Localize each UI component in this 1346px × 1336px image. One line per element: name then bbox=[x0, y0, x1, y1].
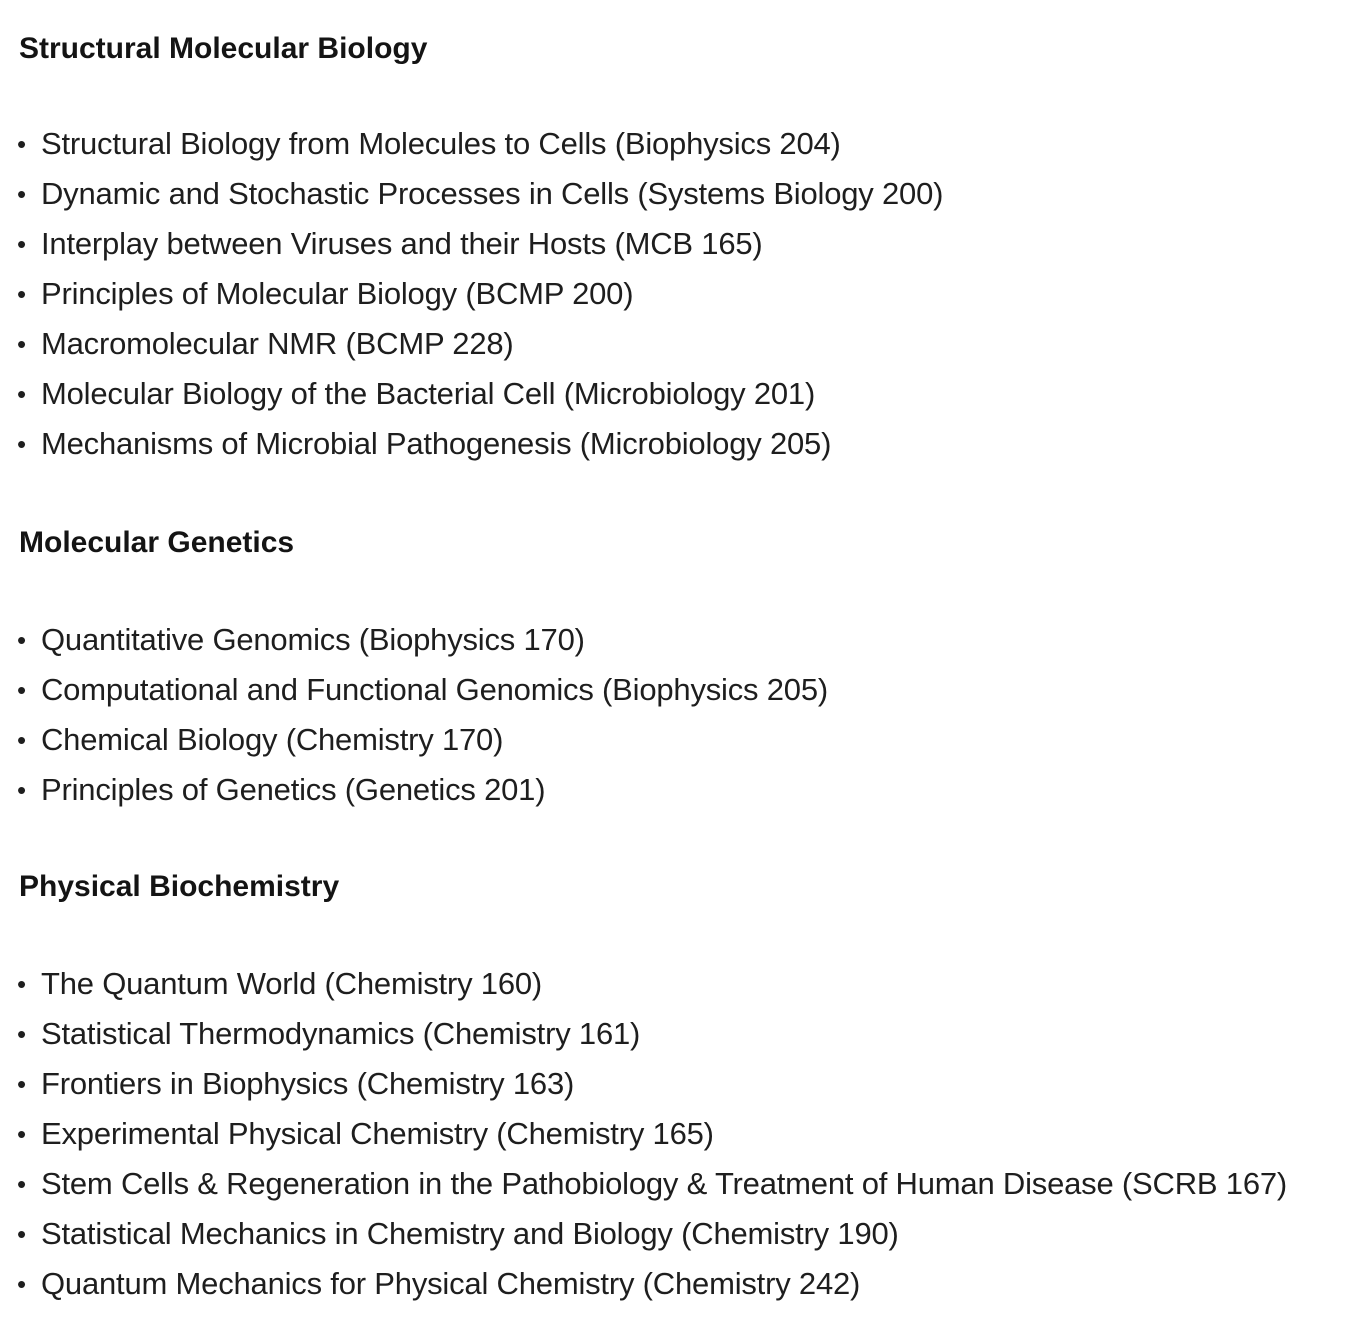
section-heading: Structural Molecular Biology bbox=[19, 32, 428, 65]
bullet-icon: • bbox=[17, 279, 26, 309]
section-heading: Molecular Genetics bbox=[19, 526, 295, 559]
bullet-icon: • bbox=[17, 379, 26, 409]
course-title: Mechanisms of Microbial Pathogenesis (Microbiology 205) bbox=[41, 426, 832, 461]
bullet-icon: • bbox=[17, 129, 26, 159]
course-title: Macromolecular NMR (BCMP 228) bbox=[41, 326, 514, 361]
course-title: Experimental Physical Chemistry (Chemistry 165) bbox=[41, 1116, 714, 1151]
bullet-icon: • bbox=[17, 179, 26, 209]
bullet-icon: • bbox=[17, 969, 26, 999]
course-title: Frontiers in Biophysics (Chemistry 163) bbox=[41, 1066, 575, 1101]
bullet-icon: • bbox=[17, 1269, 26, 1299]
course-title: The Quantum World (Chemistry 160) bbox=[41, 966, 543, 1001]
section-heading: Physical Biochemistry bbox=[19, 870, 340, 903]
course-title: Principles of Molecular Biology (BCMP 200) bbox=[41, 276, 634, 311]
course-title: Statistical Mechanics in Chemistry and Biology (Chemistry 190) bbox=[41, 1216, 899, 1251]
bullet-icon: • bbox=[17, 1169, 26, 1199]
bullet-icon: • bbox=[17, 1119, 26, 1149]
bullet-icon: • bbox=[17, 725, 26, 755]
course-title: Principles of Genetics (Genetics 201) bbox=[41, 772, 546, 807]
bullet-icon: • bbox=[17, 1069, 26, 1099]
course-title: Molecular Biology of the Bacterial Cell (Microbiology 201) bbox=[41, 376, 816, 411]
bullet-icon: • bbox=[17, 229, 26, 259]
course-title: Interplay between Viruses and their Hosts (MCB 165) bbox=[41, 226, 763, 261]
course-title: Statistical Thermodynamics (Chemistry 161) bbox=[41, 1016, 641, 1051]
course-title: Dynamic and Stochastic Processes in Cells (Systems Biology 200) bbox=[41, 176, 944, 211]
bullet-icon: • bbox=[17, 1219, 26, 1249]
course-title: Structural Biology from Molecules to Cells (Biophysics 204) bbox=[41, 126, 841, 161]
course-title: Chemical Biology (Chemistry 170) bbox=[41, 722, 504, 757]
course-title: Quantitative Genomics (Biophysics 170) bbox=[41, 622, 585, 657]
bullet-icon: • bbox=[17, 329, 26, 359]
course-title: Stem Cells & Regeneration in the Pathobiology & Treatment of Human Disease (SCRB 167) bbox=[41, 1166, 1288, 1201]
course-title: Computational and Functional Genomics (Biophysics 205) bbox=[41, 672, 828, 707]
bullet-icon: • bbox=[17, 675, 26, 705]
bullet-icon: • bbox=[17, 1019, 26, 1049]
bullet-icon: • bbox=[17, 429, 26, 459]
bullet-icon: • bbox=[17, 625, 26, 655]
course-title: Quantum Mechanics for Physical Chemistry (Chemistry 242) bbox=[41, 1266, 861, 1301]
bullet-icon: • bbox=[17, 775, 26, 805]
